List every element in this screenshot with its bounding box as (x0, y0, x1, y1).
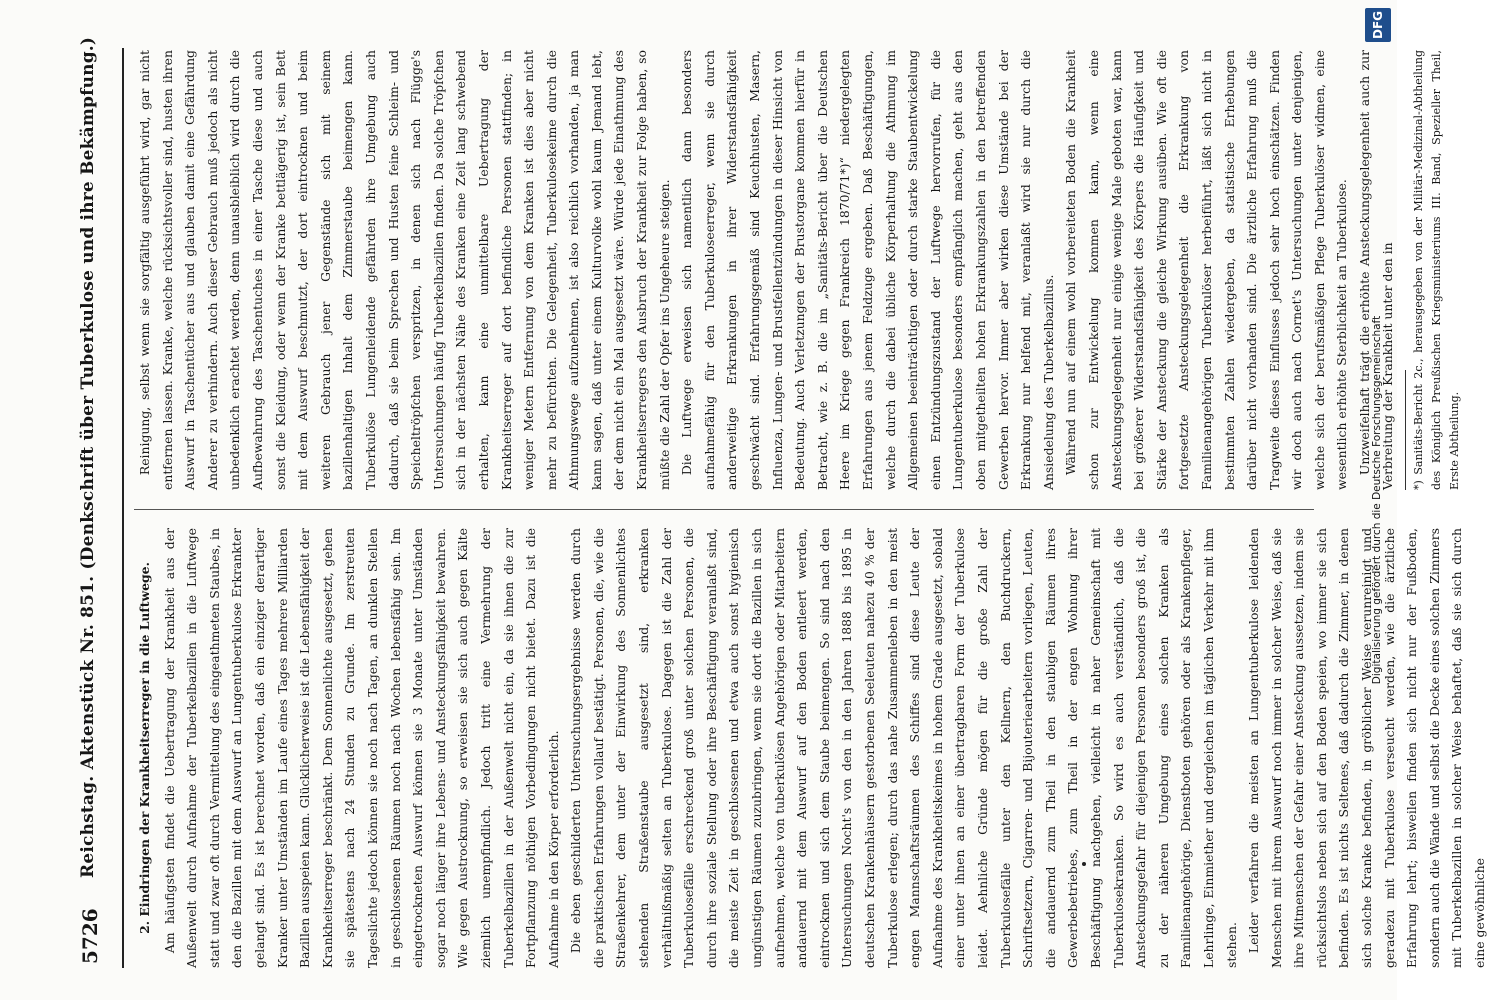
paragraph: Leider verfahren die meisten an Lungentuberkulose leidenden Menschen mit ihrem Auswurf noch immer in solcher Weise, daß sie ihre Mitmenschen der Gefahr einer Ansteckung aussetzen, indem sie rücksichtslos neben sich auf den Boden speien, wo immer sie sich befinden. Es ist nichts Seltenes, daß dadurch die Zimmer, in denen sich solche Kranke befinden, in gröblicher Weise verunreinigt und geradezu mit Tuberkulose verseucht werden, wie die ärztliche Erfahrung lehrt; bisweilen finden sich nicht nur der Fußboden, sondern auch die Wände und selbst die Decke eines solchen Zimmers mit Tuberkelbazillen in solcher Weise behaftet, daß sie sich durch eine gewöhnliche (1246, 528, 1488, 968)
section-heading: 2. Eindringen der Krankheitserreger in die Luftwege. (137, 562, 152, 934)
paragraph: Die eben geschilderten Untersuchungsergebnisse werden durch die praktischen Erfahrungen vollauf bestätigt. Personen, die, wie die Straßenkehrer, dem unter der Einwirkung des Sonnenlichtes stehenden Straßenstaube ausgesetzt sind, erkranken verhältnißmäßig selten an Tuberkulose. Dagegen ist die Zahl der Tuberkulosefälle erschreckend groß unter solchen Personen, die durch ihre soziale Stellung oder ihre Beschäftigung veranlaßt sind, die meiste Zeit in geschlossenen und etwa auch sonst hygienisch ungünstigen Räumen zuzubringen, wenn sie dort die Bazillen in sich aufnehmen, welche von tuberkulösen Angehörigen oder Mitarbeitern andauernd mit dem Auswurf auf den Boden entleert werden, eintrocknen und sich dem Staube beimengen. So sind nach den Untersuchungen Nocht's von den in den Jahren 1888 bis 1895 in deutschen Krankenhäusern gestorbenen Seeleuten nahezu 40 % der Tuberkulose erlegen; durch das nahe Zusammenleben in den meist engen Mannschaftsräumen des Schiffes sind diese Leute der Aufnahme des Krankheitskeimes in hohem Grade ausgesetzt, sobald einer unter ihnen an einer übertragbaren Form der Tuberkulose leidet. Aehnliche Gründe mögen für die große Zahl der Tuberkulosefälle unter den Kellnern, den Buchdruckern, Schriftsetzern, Cigarren- und Bijouteriearbeitern vorliegen, Leuten, die andauernd zum Theil in den staubigen Räumen ihres Gewerbebetriebes, zum Theil in der engen Wohnung ihrer Beschäftigung nachgehen, vielleicht in naher Gemeinschaft mit Tuberkulosekranken. So wird es auch verständlich, daß die Ansteckungsgefahr für diejenigen Personen besonders groß ist, die zu der näheren Umgebung eines solchen Kranken als Familienangehörige, Dienstboten gehören oder als Krankenpfleger, Lehrlinge, Einmiether und dergleichen im täglichen Verkehr mit ihm stehen. (568, 528, 1239, 968)
header-rule (122, 48, 124, 968)
paragraph: Unzweifelhaft trägt die erhöhte Ansteckungsgelegenheit auch zur Verbreitung der Krankheit unter den in (1357, 50, 1395, 490)
paragraph: Reinigung, selbst wenn sie sorgfältig ausgeführt wird, gar nicht entfernen lassen. Kranke, welche rücksichtsvoller sind, husten ihren Auswurf in Taschentücher aus und glauben damit eine Gefährdung Anderer zu verhindern. Auch dieser Gebrauch muß jedoch als nicht unbedenklich erachtet werden, denn unausbleiblich wird durch die Aufbewahrung des Taschentuches in einer Tasche diese und auch sonst die Kleidung, oder wenn der Kranke bettlägerig ist, sein Bett mit dem Auswurf beschmutzt, der dort eintrocknen und beim weiteren Gebrauch jener Gegenstände sich mit seinem bazillenhaltigen Inhalt dem Zimmerstaube beimengen kann. Tuberkulöse Lungenleidende gefährden ihre Umgebung auch dadurch, daß sie beim Sprechen und Husten feine Schleim- und Speicheltröpfchen verspritzen, in denen sich nach Flügge's Untersuchungen häufig Tuberkelbazillen finden. Da solche Tröpfchen sich in der nächsten Nähe des Kranken eine Zeit lang schwebend erhalten, kann eine unmittelbare Uebertragung der Krankheitserreger auf dort befindliche Personen stattfinden; in weniger Metern Entfernung von dem Kranken ist dies aber nicht mehr zu befürchten. Die Gelegenheit, Tuberkulosekeime durch die Athmungswege aufzunehmen, ist also reichlich vorhanden, ja man kann sagen, daß unter einem Kulturvolke wohl kaum Jemand lebt, der dem nicht ein Mal ausgesetzt wäre. Würde jede Einathmung des Krankheitserregers den Ausbruch der Krankheit zur Folge haben, so müßte die Zahl der Opfer ins Ungeheure steigen. (137, 50, 672, 490)
page-title: Reichstag. Aktenstück Nr. 851. (Denkschrift über Tuberkulose und ihre Bekämpfung.) (78, 36, 98, 878)
text-column-left (134, 528, 1488, 968)
dfg-logo-text: DFG (1371, 10, 1385, 40)
dfg-logo (1365, 8, 1391, 42)
footnote-rule (1405, 370, 1406, 490)
credit-text: Digitalisierung gefördert durch die Deutsche Forschungsgemeinschaft (1371, 315, 1383, 685)
page-header (70, 36, 134, 968)
text-column-right (134, 50, 1462, 490)
footnote: *) Sanitäts-Bericht 2c., herausgegeben von der Militär-Medizinal-Abtheilung des Königlich Preußischen Kriegsministeriums III. Band, Spezieller Theil, Erste Abtheilung. (1412, 50, 1462, 490)
column-divider (134, 509, 1314, 510)
scan-speck (1082, 862, 1086, 866)
paragraph: Die Luftwege erweisen sich namentlich dann besonders aufnahmefähig für den Tuberkuloseerreger, wenn sie durch anderweitige Erkrankungen in ihrer Widerstandsfähigkeit geschwächt sind. Erfahrungsgemäß sind Keuchhusten, Masern, Influenza, Lungen- und Brustfellentzündungen in dieser Hinsicht von Bedeutung. Auch Verletzungen der Brustorgane kommen hierfür in Betracht, wie z. B. die im „Sanitäts-Bericht über die Deutschen Heere im Kriege gegen Frankreich 1870/71*)“ niedergelegten Erfahrungen aus jenem Feldzuge ergeben. Daß Beschäftigungen, welche durch die dabei übliche Körperhaltung die Athmung im Allgemeinen beeinträchtigen oder durch starke Staubentwickelung einen Entzündungszustand der Luftwege hervorrufen, für die Lungentuberkulose besonders empfänglich machen, geht aus den oben mitgetheilten hohen Erkrankungszahlen in den betreffenden Gewerben hervor. Immer aber wirken diese Umstände bei der Erkrankung nur helfend mit, veranlaßt wird sie nur durch die Ansiedelung des Tuberkelbazillus. (679, 50, 1056, 490)
page-number: 5726 (78, 908, 102, 964)
paragraph: Am häufigsten findet die Uebertragung der Krankheit aus der Außenwelt durch Aufnahme der Tuberkelbazillen in die Luftwege statt und zwar oft durch Vermittelung des eingeathmeten Staubes, in den die Bazillen mit dem Auswurf an Lungentuberkulose Erkrankter gelangt sind. Es ist berechnet worden, daß ein einziger derartiger Kranker unter Umständen im Laufe eines Tages mehrere Milliarden Bazillen ausspeien kann. Glücklicherweise ist die Lebensfähigkeit der Krankheitserreger beschränkt. Dem Sonnenlichte ausgesetzt, gehen sie spätestens nach 24 Stunden zu Grunde. Im zerstreuten Tageslichte jedoch können sie noch nach Tagen, an dunklen Stellen in geschlossenen Räumen noch nach Wochen lebensfähig sein. Im eingetrockneten Auswurf können sie 3 Monate unter Umständen sogar noch länger ihre Lebens- und Ansteckungsfähigkeit bewahren. Wie gegen Austrocknung, so erweisen sie sich auch gegen Kälte ziemlich unempfindlich. Jedoch tritt eine Vermehrung der Tuberkelbazillen in der Außenwelt nicht ein, da sie ihnen die zur Fortpflanzung nöthigen Vorbedingungen nicht bietet. Dazu ist die Aufnahme in den Körper erforderlich. (161, 528, 561, 968)
paragraph: Während nun auf einem wohl vorbereiteten Boden die Krankheit schon zur Entwickelung kommen kann, wenn eine Ansteckungsgelegenheit nur einige wenige Male geboten war, kann bei größerer Widerstandsfähigkeit des Körpers die Häufigkeit und Stärke der Ansteckung die gleiche Wirkung ausüben. Wie oft die fortgesetzte Ansteckungsgelegenheit die Erkrankung von Familienangehörigen Tuberkulöser herbeiführt, läßt sich nicht in bestimmten Zahlen wiedergeben, da statistische Erhebungen darüber nicht vorhanden sind. Die ärztliche Erfahrung muß die Tragweite dieses Einflusses jedoch sehr hoch einschätzen. Finden wir doch auch nach Cornet's Untersuchungen unter denjenigen, welche sich der berufsmäßigen Pflege Tuberkulöser widmen, eine wesentlich erhöhte Sterblichkeit an Tuberkulose. (1063, 50, 1350, 490)
